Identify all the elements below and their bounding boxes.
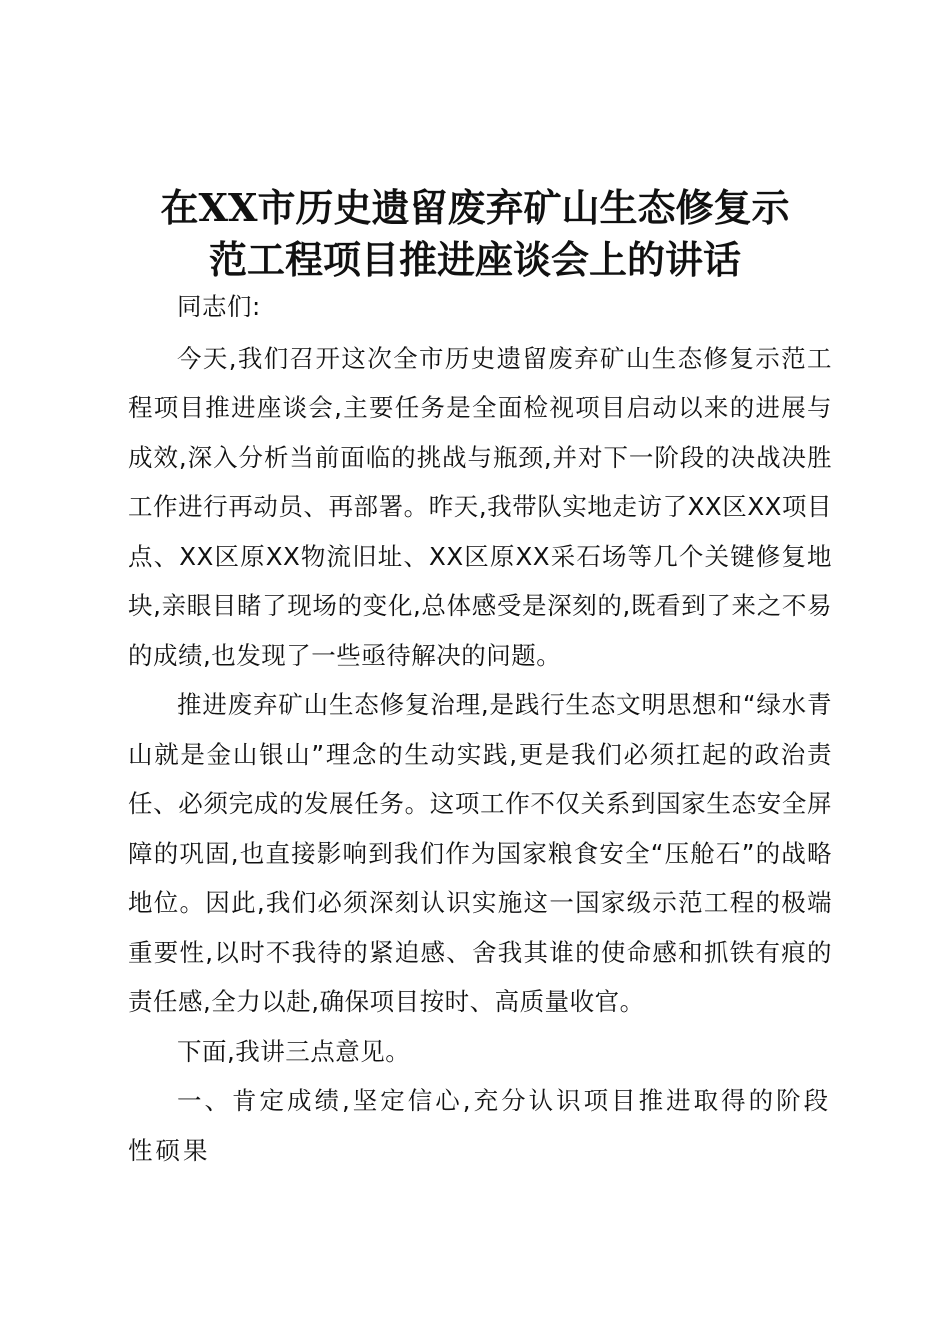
title-line-1: 在XX市历史遗留废弃矿山生态修复示: [160, 185, 790, 230]
salutation: 同志们:: [177, 292, 261, 321]
title-line-2: 范工程项目推进座谈会上的讲话: [208, 237, 741, 282]
document-title: [120, 182, 830, 286]
document-body: [128, 282, 832, 1175]
paragraph-transition: 下面,我讲三点意见。: [177, 1036, 411, 1066]
section-heading-1: 一、肯定成绩,坚定信心,充分认识项目推进取得的阶段性硕果: [128, 1086, 832, 1165]
paragraph-significance: 推进废弃矿山生态修复治理,是践行生态文明思想和“绿水青山就是金山银山”理念的生动实践,更是我们必须扛起的政治责任、必须完成的发展任务。这项工作不仅关系到国家生态安全屏障的巩固,也直接影响到我们作为国家粮食安全“压舱石”的战略地位。因此,我们必须深刻认识实施这一国家级示范工程的极端重要性,以时不我待的紧迫感、舍我其谁的使命感和抓铁有痕的责任感,全力以赴,确保项目按时、高质量收官。: [128, 690, 832, 1016]
paragraph-opening: 今天,我们召开这次全市历史遗留废弃矿山生态修复示范工程项目推进座谈会,主要任务是全面检视项目启动以来的进展与成效,深入分析当前面临的挑战与瓶颈,并对下一阶段的决战决胜工作进行再动员、再部署。昨天,我带队实地走访了XX区XX项目点、XX区原XX物流旧址、XX区原XX采石场等几个关键修复地块,亲眼目睹了现场的变化,总体感受是深刻的,既看到了来之不易的成绩,也发现了一些亟待解决的问题。: [128, 343, 832, 670]
